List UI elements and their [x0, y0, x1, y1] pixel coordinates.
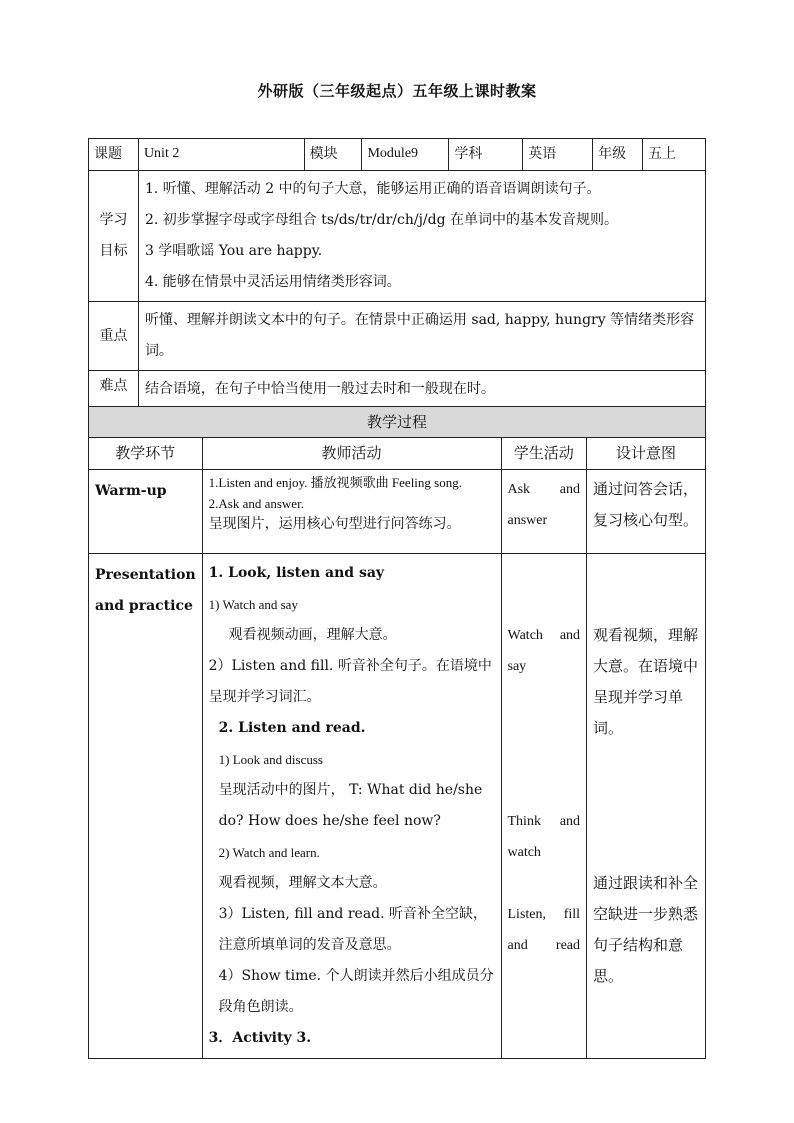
warmup-teacher [202, 470, 501, 554]
module-value: Module9 [362, 139, 449, 171]
goal-item: 4. 能够在情景中灵活运用情绪类形容词。 [144, 274, 401, 290]
teacher-line: 4）Show time. 个人朗读并然后小组成员分段角色朗读。 [218, 968, 494, 1015]
goals-list [138, 171, 705, 302]
warmup-student: Ask and answer [501, 470, 587, 554]
lesson-info-table [88, 138, 706, 417]
module-label: 模块 [304, 139, 362, 171]
teacher-line: 呈现图片，运用核心句型进行问答练习。 [208, 516, 461, 532]
key-points-label: 重点 [89, 302, 139, 371]
presentation-stage: Presentation and practice [89, 554, 203, 1059]
presentation-intent [587, 554, 706, 1059]
teacher-line: 2）Listen and fill. 听音补全句子。在语境中呈现并学习词汇。 [208, 658, 492, 705]
teacher-line: 呈现活动中的图片， T: What did he/she do? How does he/she feel now? [218, 782, 483, 829]
grade-value: 五上 [643, 139, 706, 171]
student-activity: Listen, fill and read [507, 907, 581, 953]
teacher-line: 1) Look and discuss [218, 752, 323, 767]
presentation-student [501, 554, 587, 1059]
column-header-student: 学生活动 [501, 438, 587, 470]
teacher-line: 2.Ask and answer. [208, 496, 304, 511]
topic-value: Unit 2 [138, 139, 304, 171]
goal-item: 1. 听懂、理解活动 2 中的句子大意，能够运用正确的语音语调朗读句子。 [144, 181, 601, 197]
teacher-line: 1. Look, listen and say [208, 565, 385, 581]
difficulty-text: 结合语境，在句子中恰当使用一般过去时和一般现在时。 [138, 371, 705, 417]
key-points-text: 听懂、理解并朗读文本中的句子。在情景中正确运用 sad, happy, hungry 等情绪类形容词。 [138, 302, 705, 371]
goal-item: 3 学唱歌谣 You are happy. [144, 243, 323, 259]
column-header-stage: 教学环节 [89, 438, 203, 470]
subject-value: 英语 [523, 139, 593, 171]
subject-label: 学科 [449, 139, 523, 171]
teacher-line: 2) Watch and learn. [218, 845, 320, 860]
topic-label: 课题 [89, 139, 139, 171]
presentation-teacher [202, 554, 501, 1059]
intent-text: 观看视频，理解大意。在语境中呈现并学习单词。 [593, 626, 699, 737]
difficulty-label: 难点 [89, 371, 139, 417]
goals-label: 学习目标 [89, 171, 139, 302]
teacher-line: 观看视频，理解文本大意。 [218, 875, 387, 891]
teacher-line: 1.Listen and enjoy. 播放视频歌曲 Feeling song. [208, 475, 462, 490]
teacher-line: 3）Listen, fill and read. 听音补全空缺，注意所填单词的发音及意思。 [218, 906, 488, 953]
intent-text: 通过跟读和补全空缺进一步熟悉句子结构和意思。 [593, 874, 699, 985]
teaching-process-table [88, 406, 706, 1059]
teacher-line: 3．Activity 3. [208, 1030, 312, 1046]
grade-label: 年级 [593, 139, 643, 171]
teacher-line: 2. Listen and read. [218, 720, 366, 736]
document-title: 外研版（三年级起点）五年级上课时教案 [257, 82, 537, 100]
student-activity: Think and watch [507, 814, 581, 860]
warmup-intent: 通过问答会话，复习核心句型。 [587, 470, 706, 554]
teacher-line: 1) Watch and say [208, 597, 298, 612]
column-header-teacher: 教师活动 [202, 438, 501, 470]
process-title: 教学过程 [89, 407, 706, 438]
student-activity: Watch and say [507, 628, 581, 674]
goal-item: 2. 初步掌握字母或字母组合 ts/ds/tr/dr/ch/j/dg 在单词中的基本发音规则。 [144, 212, 618, 228]
column-header-intent: 设计意图 [587, 438, 706, 470]
warmup-stage: Warm-up [89, 470, 203, 554]
teacher-line: 观看视频动画，理解大意。 [228, 627, 397, 643]
